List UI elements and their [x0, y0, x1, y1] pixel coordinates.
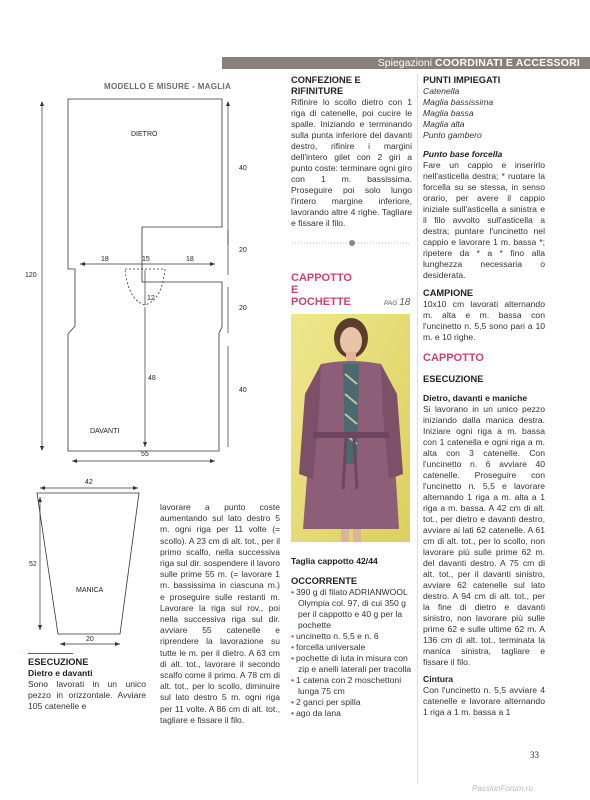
material-item: • 1 catena con 2 moschettoni lunga 75 cm	[291, 675, 412, 697]
esecuzione-heading-2: ESECUZIONE	[423, 374, 484, 384]
cintura-heading: Cintura	[423, 674, 454, 684]
col3-materials	[291, 556, 412, 719]
cintura-text: Con l'uncinetto n. 5,5 avviare 4 catenelle e lavorare alternando 1 riga a 1 m. bassa a 1	[423, 685, 545, 717]
measure-sleeve-height: 52	[29, 561, 37, 568]
measure-front-panel: 20	[239, 305, 247, 312]
col2-text: lavorare a punto coste aumentando sul lato destro 5 m. ogni riga per 11 volte (= scollo). A 23 cm di alt. tot., per il primo scalfo, nella successiva riga sul dir. sospendere il lavoro sulle prime 55 m. (= lavorare 1 m. bassissima in ciascuna m.) e proseguire sulle restanti m. Lavorare la riga sul rov., poi nella successiva riga sul dir. avviare 55 catenelle e riprendere la lavorazione su tutte le m. per il dietro. A 63 cm di alt. tot., lavorare il secondo scalfo come il primo. A 78 cm di alt. tot., per lo scollo, diminuire sul lato destro 5 m. ogni riga per 11 volte. A 86 cm di alt. tot., tagliare e fissare il filo.	[160, 502, 280, 725]
punti-heading: PUNTI IMPIEGATI	[423, 75, 501, 85]
campione-text: 10x10 cm lavorati alternando m. alta e m. bassa con l'uncinetto n. 5,5 sono pari a 10 m. e 10 righe.	[423, 299, 545, 342]
header-title: COORDINATI E ACCESSORI	[435, 57, 580, 69]
model-photo	[291, 314, 410, 542]
col4-text: Si lavorano in un unico pezzo iniziando dalla manica destra. Iniziare ogni riga a m. bassa con 1 catenella e ogni riga a m. alta con 3 catenelle. Con l'uncinetto n. 6 avviare 40 catenelle. Proseguire con l'uncinetto n. 5,5 e lavorare alternando 1 riga a m. alta a 1 riga a m. bassa. A 42 cm di alt. tot., per dietro e davanti destro, avviare ai lati 62 catenelle. A 61 cm di alt. tot., per lo scollo, non lavorare più sulle prime 62 m. del davanti destro. A 75 cm di alt. tot., per il davanti sinistro, avviare 62 catenelle sul lato destro. A 94 cm di alt. tot., per la fine di dietro e davanti sinistro, non lavorare più sulle prime 62 e sulle ultime 62 m. A 136 cm di alt. tot., terminata la manica sinistra, tagliare e fissare il filo.	[423, 404, 545, 667]
watermark: PassionForum.ru	[472, 784, 533, 793]
punto-item: Catenella	[423, 86, 460, 96]
punto-item: Maglia bassissima	[423, 97, 494, 107]
measure-sleeve-top: 42	[85, 479, 93, 486]
header-prefix: Spiegazioni	[377, 57, 433, 69]
taglia: Taglia cappotto 42/44	[291, 556, 378, 566]
measure-top: 40	[239, 165, 247, 172]
col3-confezione	[291, 75, 412, 229]
material-item: • ago da lana	[291, 708, 412, 719]
pag-num: 18	[399, 297, 411, 308]
dot-separator	[292, 239, 412, 247]
measure-width: 55	[141, 451, 149, 458]
measure-neck: 15	[142, 256, 150, 263]
cappotto-heading: CAPPOTTO	[423, 352, 484, 364]
measure-armhole: 20	[239, 247, 247, 254]
label-front: DAVANTI	[90, 428, 120, 435]
measure-neck-depth: 12	[147, 295, 155, 302]
dietro-davanti-maniche: Dietro, davanti e maniche	[423, 393, 528, 403]
red-rule	[28, 653, 73, 654]
occorrente-heading: OCCORRENTE	[291, 576, 358, 586]
page-ref	[384, 297, 410, 309]
measure-right-shoulder: 18	[186, 256, 194, 263]
confezione-text: Rifinire lo scollo dietro con 1 riga di catenelle, poi cucire le spalle. Iniziando e terminando sulla punta inferiore del davanti destro, rifinire i margini dell'intero gilet con 2 giri a punto coste: terminare ogni giro con 1 m. bassissima. Proseguire poi solo lungo l'intero margine inferiore, lavorando altre 4 righe. Tagliare e fissare il filo.	[291, 97, 412, 228]
material-item: • forcella universale	[291, 642, 412, 653]
punto-item: Maglia alta	[423, 119, 465, 129]
material-item: • uncinetto n. 5,5 e n. 6	[291, 631, 412, 642]
page-number: 33	[530, 750, 539, 760]
material-item: • 2 ganci per spilla	[291, 697, 412, 708]
forcella-text: Fare un cappio e inserirlo nell'asticella destra; * ruotare la forcella su se stessa, in senso orario, per avere il cappio iniziale sull'asticella a sinistra e il filo avvolto sull'asticella a destra; puntare l'uncinetto nel cappio e lavorare 1 m. bassa *; ripetere da * a * fino alla lunghezza necessaria o desiderata.	[423, 160, 545, 280]
dietro-davanti-subheading: Dietro e davanti	[28, 668, 93, 678]
material-item: • 390 g di filato ADRIANWOOL Olympia col. 97, di cui 350 g per il cappotto e 40 g per la pochette	[291, 587, 412, 631]
cappotto-pochette-title: CAPPOTTO E POCHETTE	[291, 272, 352, 308]
punto-item: Punto gambero	[423, 130, 482, 140]
label-sleeve: MANICA	[76, 587, 104, 594]
label-back: DIETRO	[131, 131, 158, 138]
measure-lower: 40	[239, 387, 247, 394]
punto-item: Maglia bassa	[423, 108, 474, 118]
column-divider	[417, 74, 418, 784]
col1-esecuzione	[28, 653, 146, 712]
col4-punti	[423, 75, 545, 718]
measure-sleeve-bottom: 20	[86, 636, 94, 643]
measure-left-shoulder: 18	[101, 256, 109, 263]
measure-total-height: 120	[25, 272, 37, 279]
diagram-title: MODELLO E MISURE - MAGLIA	[104, 82, 232, 91]
esecuzione-heading: ESECUZIONE	[28, 657, 89, 667]
campione-heading: CAMPIONE	[423, 288, 474, 298]
material-item: • pochette di iuta in misura con zip e anelli laterali per tracolla	[291, 653, 412, 675]
pag-label: PAG	[384, 300, 398, 307]
forcella-heading: Punto base forcella	[423, 149, 503, 159]
measure-body: 48	[148, 375, 156, 382]
confezione-heading: CONFEZIONE E RIFINITURE	[291, 75, 361, 96]
col1-text: Sono lavorati in un unico pezzo in orizzontale. Avviare 105 catenelle e	[28, 679, 146, 711]
